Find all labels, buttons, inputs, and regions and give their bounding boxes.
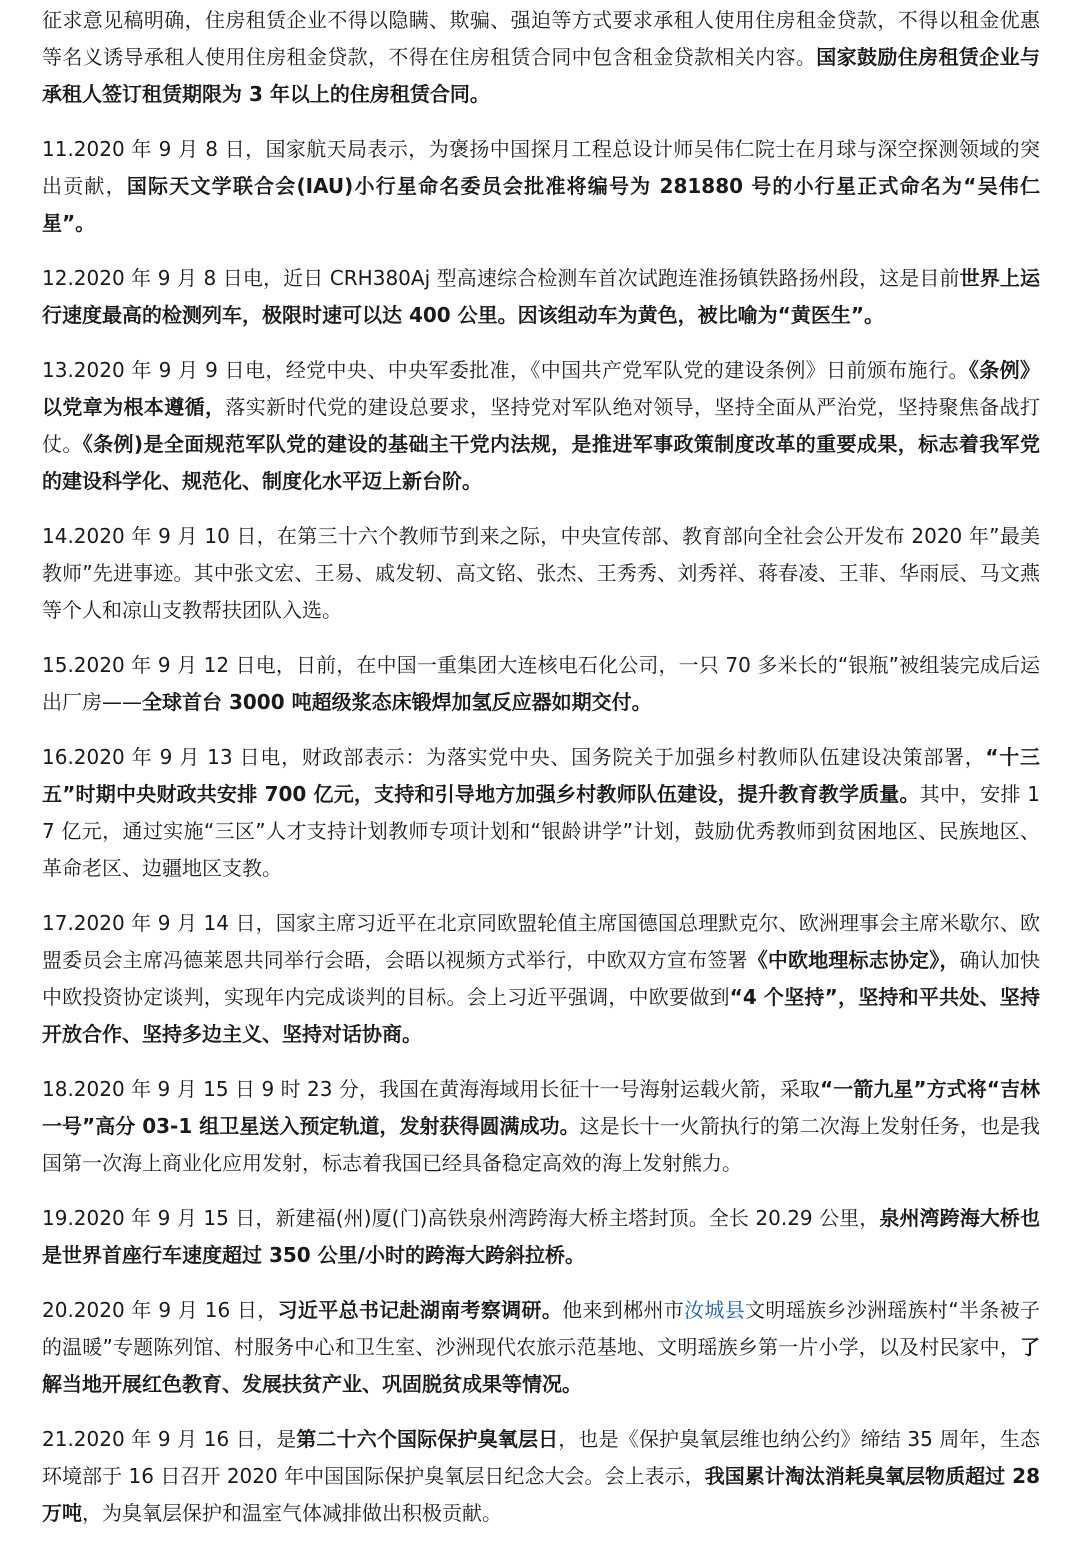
highlight-text: 国际天文学联合会(IAU)小行星命名委员会批准将编号为 281880 号的小行星正式命名为“吴伟仁星”。	[42, 174, 1040, 235]
highlight-text: “4 个坚持”，坚持和平共处、坚持开放合作、坚持多边主义、坚持对话协商。	[42, 985, 1040, 1046]
body-text: 征求意见稿明确，住房租赁企业不得以隐瞒、欺骗、强迫等方式要求承租人使用住房租金贷款，不得以租金优惠等名义诱导承租人使用住房租金贷款，不得在住房租赁合同中包含租金贷款相关内容。	[42, 8, 1040, 69]
body-text: 18.2020 年 9 月 15 日 9 时 23 分，我国在黄海海域用长征十一号海射运载火箭，采取	[42, 1077, 821, 1101]
body-text: 15.2020 年 9 月 12 日电，日前，在中国一重集团大连核电石化公司，一只 70 多米长的“银瓶”被组装完成后运出厂房——	[42, 653, 1040, 714]
place-link[interactable]: 汝城县	[684, 1298, 746, 1322]
news-paragraph	[42, 739, 1040, 887]
news-paragraph	[42, 260, 1040, 334]
news-paragraph	[42, 131, 1040, 242]
body-text: 落实新时代党的建设总要求，坚持党对军队绝对领导，坚持全面从严治党，坚持聚焦备战打仗。	[42, 395, 1040, 456]
body-text: 他来到郴州市	[562, 1298, 685, 1322]
body-text: 确认加快中欧投资协定谈判，实现年内完成谈判的目标。会上习近平强调，中欧要做到	[42, 948, 1041, 1009]
highlight-text: 第二十六个国际保护臭氧层日	[296, 1427, 559, 1451]
highlight-text: 习近平总书记赴湖南考察调研。	[277, 1298, 563, 1322]
body-text: 21.2020 年 9 月 16 日，是	[42, 1427, 297, 1451]
highlight-text: 了解当地开展红色教育、发展扶贫产业、巩固脱贫成果等情况。	[42, 1335, 1040, 1396]
news-paragraph	[42, 1292, 1040, 1403]
body-text: 文明瑶族乡沙洲瑶族村“半条被子的温暖”专题陈列馆、村服务中心和卫生室、沙洲现代农旅示范基地、文明瑶族乡第一片小学，以及村民家中，	[42, 1298, 1041, 1359]
news-paragraph	[42, 905, 1040, 1053]
highlight-text: 《条例》以党章为根本遵循，	[42, 358, 1040, 419]
body-text: 20.2020 年 9 月 16 日，	[42, 1298, 278, 1322]
body-text: 12.2020 年 9 月 8 日电，近日 CRH380Aj 型高速综合检测车首次试跑连淮扬镇铁路扬州段，这是目前	[42, 266, 960, 290]
body-text: 16.2020 年 9 月 13 日电，财政部表示：为落实党中央、国务院关于加强乡村教师队伍建设决策部署，	[42, 745, 986, 769]
highlight-text: 世界上运行速度最高的检测列车，极限时速可以达 400 公里。因该组动车为黄色，被比喻为“黄医生”。	[42, 266, 1041, 327]
body-text: 17.2020 年 9 月 14 日，国家主席习近平在北京同欧盟轮值主席国德国总理默克尔、欧洲理事会主席米歇尔、欧盟委员会主席冯德莱恩共同举行会晤，会晤以视频方式举行，中欧双方宣布签署	[42, 911, 1040, 972]
highlight-text: 泉州湾跨海大桥也是世界首座行车速度超过 350 公里/小时的跨海大跨斜拉桥。	[42, 1206, 1040, 1267]
body-text: 14.2020 年 9 月 10 日，在第三十六个教师节到来之际，中央宣传部、教育部向全社会公开发布 2020 年”最美教师”先进事迹。其中张文宏、王易、戚发轫、高文铭、张杰、王秀秀、刘秀祥、蒋春凌、王菲、华雨辰、马文燕等个人和凉山支教帮扶团队入选。	[42, 524, 1040, 622]
body-text: ，为臭氧层保护和温室气体减排做出积极贡献。	[82, 1501, 502, 1525]
news-paragraph	[42, 352, 1040, 500]
news-paragraph	[42, 2, 1040, 113]
body-text: 其中，安排 17 亿元，通过实施“三区”人才支持计划教师专项计划和“银龄讲学”计划，鼓励优秀教师到贫困地区、民族地区、革命老区、边疆地区支教。	[42, 782, 1040, 880]
body-text: 19.2020 年 9 月 15 日，新建福(州)厦(门)高铁泉州湾跨海大桥主塔封顶。全长 20.29 公里，	[42, 1206, 880, 1230]
news-paragraph	[42, 1421, 1040, 1532]
body-text: 11.2020 年 9 月 8 日，国家航天局表示，为褒扬中国探月工程总设计师吴伟仁院士在月球与深空探测领域的突出贡献，	[42, 137, 1040, 198]
highlight-text: 《条例)是全面规范军队党的建设的基础主干党内法规，是推进军事政策制度改革的重要成果，标志着我军党的建设科学化、规范化、制度化水平迈上新台阶。	[42, 432, 1041, 493]
news-paragraph	[42, 518, 1040, 629]
highlight-text: “一箭九星”方式将“吉林一号”高分 03-1 组卫星送入预定轨道，发射获得圆满成功。	[42, 1077, 1040, 1138]
news-paragraph	[42, 1071, 1040, 1182]
body-text: ，也是《保护臭氧层维也纳公约》缔结 35 周年，生态环境部于 16 日召开 2020 年中国国际保护臭氧层日纪念大会。会上表示，	[42, 1427, 1041, 1488]
highlight-text: “十三五”时期中央财政共安排 700 亿元，支持和引导地方加强乡村教师队伍建设，提升教育教学质量。	[42, 745, 1040, 806]
highlight-text: 我国累计淘汰消耗臭氧层物质超过 28 万吨	[42, 1464, 1041, 1525]
body-text: 13.2020 年 9 月 9 日电，经党中央、中央军委批准，《中国共产党军队党的建设条例》日前颁布施行。	[42, 358, 969, 382]
body-text: 这是长十一火箭执行的第二次海上发射任务，也是我国第一次海上商业化应用发射，标志着我国已经具备稳定高效的海上发射熊力。	[42, 1114, 1040, 1175]
news-paragraph	[42, 1200, 1040, 1274]
highlight-text: 全球首台 3000 吨超级浆态床锻焊加氢反应器如期交付。	[142, 690, 652, 714]
highlight-text: 国家鼓励住房租赁企业与承租人签订租赁期限为 3 年以上的住房租赁合同。	[42, 45, 1040, 106]
highlight-text: 《中欧地理标志协定》，	[747, 948, 960, 972]
news-paragraph	[42, 647, 1040, 721]
